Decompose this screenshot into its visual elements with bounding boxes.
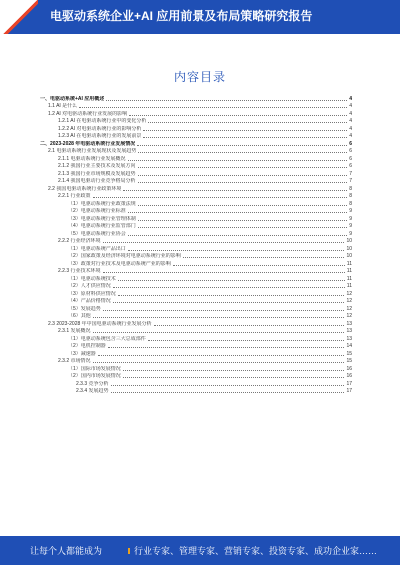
toc-leader-dots [138,166,348,168]
toc-page-number: 13 [346,335,352,342]
toc-entry[interactable] [28,94,352,102]
toc-entry-title: （2）国家政策及经济环境对电驱动系统行业的影响 [68,253,181,259]
toc-leader-dots [103,309,345,311]
toc-page-number: 9 [349,223,352,229]
toc-page-number: 7 [349,178,352,184]
toc-page-number: 9 [349,208,352,214]
toc-leader-dots [93,331,345,333]
toc-entry-title: 2.2.1 行业政策 [58,193,91,199]
toc-leader-dots [93,196,348,198]
toc-leader-dots [148,339,345,341]
toc-leader-dots [98,354,345,356]
toc-entry[interactable] [28,207,352,215]
toc-leader-dots [79,106,347,108]
toc-entry[interactable] [28,162,352,170]
toc-page-number: 6 [349,148,352,154]
toc-page-number: 13 [346,328,352,334]
toc-entry-title: 2.1.1 电驱动系统行业发展概况 [58,155,126,162]
toc-leader-dots [118,279,345,281]
toc-entry-title: （4）产品价格情况 [68,298,111,304]
toc-entry-title: （1）电驱动系统技术 [68,275,116,282]
toc-entry[interactable] [28,342,352,350]
toc-page-number: 4 [349,118,352,124]
toc-entry-title: 1.2.2 AI 对电驱动系统行业的影响分析 [58,125,142,132]
toc-entry[interactable] [28,139,352,147]
toc-entry[interactable] [28,184,352,192]
toc-entry[interactable] [28,379,352,387]
toc-page-number: 8 [349,200,352,207]
toc-entry[interactable] [28,102,352,110]
toc-leader-dots [93,316,345,318]
toc-entry-title: （3）电驱动系统行业管理体制 [68,215,136,222]
toc-page-number: 10 [346,253,352,259]
toc-leader-dots [128,234,347,236]
toc-leader-dots [103,271,345,273]
footer-slogan-right: 行业专家、管理专家、营销专家、投资专家、成功企业家…… [134,546,378,556]
toc-entry-title: 二、2023-2028 年电驱动系统行业发展情况 [40,140,136,147]
toc-leader-dots [138,204,347,206]
toc-page-number: 4 [349,133,352,139]
toc-leader-dots [129,114,347,116]
toc-entry-title: 2.3.1 发展概况 [58,328,91,334]
toc-page-number: 6 [349,163,352,169]
toc-entry[interactable] [28,282,352,290]
footer-divider [128,548,130,554]
toc-entry[interactable] [28,222,352,230]
toc-entry-title: （2）人才供应情况 [68,283,111,289]
toc-entry[interactable] [28,357,352,365]
toc-page-number: 17 [346,380,352,387]
toc-entry-title: 2.3.4 发展趋势 [76,388,109,394]
toc-entry[interactable] [28,327,352,335]
toc-page-number: 17 [346,388,352,394]
toc-entry[interactable] [28,304,352,312]
toc-entry[interactable] [28,312,352,320]
toc-entry-title: （2）电机控制器 [68,343,106,349]
toc-entry-title: （3）减速器 [68,350,96,357]
toc-entry-title: 2.3.2 市场情况 [58,358,91,364]
toc-page-number: 4 [349,110,352,117]
toc-page-number: 12 [346,290,352,297]
toc-entry-title: 1.1 AI 是什么 [48,103,78,109]
toc-page-number: 16 [346,373,352,379]
toc-leader-dots [123,376,345,378]
toc-leader-dots [138,181,348,183]
toc-entry-title: （6）其他 [68,313,91,319]
toc-heading: 内容目录 [173,70,226,84]
toc-page-number: 13 [346,320,352,327]
toc-page-number: 8 [349,193,352,199]
toc-entry[interactable] [28,237,352,245]
toc-page-number: 7 [349,170,352,177]
toc-entry-title: 1.2.1 AI 在电驱动系统行业中的变化分析 [58,118,147,124]
toc-page-number: 12 [346,305,352,312]
toc-entry[interactable] [28,244,352,252]
toc-entry[interactable] [28,297,352,305]
toc-page-number: 9 [349,215,352,222]
toc-entry[interactable] [28,319,352,327]
report-title: 电驱动系统企业+AI 应用前景及布局策略研究报告 [50,9,313,23]
toc-entry[interactable] [28,199,352,207]
toc-entry-title: （3）原材料供应情况 [68,290,116,297]
toc-entry-title: 1.2 AI 对电驱动系统行业发展的影响 [48,110,128,117]
toc-entry-title: 1.2.3 AI 在电驱动系统行业的发展前景 [58,133,142,139]
toc-entry-title: 2.1.2 我国行业主要技术及发展方向 [58,163,136,169]
toc-leader-dots [148,121,347,123]
toc-leader-dots [138,151,347,153]
toc-page-number: 11 [346,275,352,282]
toc-leader-dots [128,211,347,213]
toc-entry[interactable] [28,372,352,380]
toc-leader-dots [113,286,345,288]
toc-page-number: 8 [349,185,352,192]
toc-page-number: 10 [346,238,352,244]
toc-entry[interactable] [28,154,352,162]
toc-entry-title: （2）电驱动系统行业标准 [68,208,126,214]
toc-entry-title: 2.3 2023-2028 年中国电驱动系统行业发展分析 [48,320,152,327]
toc-entry[interactable] [28,124,352,132]
toc-page-number: 15 [346,350,352,357]
toc-page-number: 11 [346,260,352,267]
toc-leader-dots [128,249,345,251]
toc-leader-dots [123,369,345,371]
toc-leader-dots [111,391,345,393]
toc-page-number: 4 [349,103,352,109]
toc-leader-dots [138,226,347,228]
toc-leader-dots [143,136,347,138]
toc-entry[interactable] [28,214,352,222]
toc-entry-title: （1）电驱动系统包含三大总成部件 [68,335,146,342]
toc-page-number: 4 [349,95,352,102]
footer-slogan-left: 让每个人都能成为 [30,546,103,556]
toc-entry[interactable] [28,252,352,260]
toc-entry[interactable] [28,192,352,200]
toc-leader-dots [138,174,348,176]
toc-entry[interactable] [28,132,352,140]
toc-page-number: 9 [349,230,352,237]
toc-page-number: 4 [349,125,352,132]
toc-page-number: 12 [346,298,352,304]
toc-leader-dots [118,294,345,296]
toc-entry[interactable] [28,177,352,185]
toc-leader-dots [143,129,347,131]
page-header [0,0,400,34]
toc-page-number: 15 [346,358,352,364]
toc-entry-title: 2.1 电驱动系统行业发展现状及发展趋势 [48,148,137,154]
toc-entry-title: 2.3.3 竞争分析 [76,380,109,387]
toc-entry-title: （1）国际市场发展情况 [68,365,121,372]
toc-entry[interactable] [28,229,352,237]
toc-page-number: 16 [346,365,352,372]
toc-entry-title: （3）政策对行业技术及电驱动系统产业的影响 [68,260,171,267]
toc-entry-title: （5）发展趋势 [68,305,101,312]
toc-leader-dots [154,324,345,326]
toc-leader-dots [128,159,348,161]
toc-leader-dots [93,361,345,363]
toc-entry-title: （1）电驱动系统产品出口 [68,245,126,252]
toc-entry[interactable] [28,117,352,125]
toc-entry[interactable] [28,259,352,267]
toc-page-number: 14 [346,343,352,349]
toc-page-number: 6 [349,140,352,147]
toc-leader-dots [183,256,345,258]
toc-leader-dots [138,219,347,221]
toc-entry-title: 2.1.3 我国行业市场规模及发展趋势 [58,170,136,177]
toc-entry-title: 2.2 我国电驱动系统行业政策环境 [48,185,122,192]
toc-entry[interactable] [28,147,352,155]
toc-entry-title: （2）国内市场发展情况 [68,373,121,379]
toc-entry-title: （1）电驱动系统行业政策法规 [68,200,136,207]
toc-leader-dots [103,241,345,243]
toc-leader-dots [173,264,345,266]
toc-entry-title: 2.1.4 我国电驱动行业竞争格局分析 [58,178,136,184]
toc-leader-dots [108,346,345,348]
toc-page-number: 12 [346,313,352,319]
toc-leader-dots [123,189,347,191]
toc-page-number: 6 [349,155,352,162]
toc-entry[interactable] [28,387,352,395]
toc-page-number: 10 [346,245,352,252]
toc-entry[interactable] [28,274,352,282]
toc-entry[interactable] [28,289,352,297]
toc-entry[interactable] [28,349,352,357]
toc-entry-title: 一、电驱动系统+AI 应用概述 [40,95,105,102]
table-of-contents [28,94,352,394]
toc-entry[interactable] [28,364,352,372]
toc-leader-dots [137,144,347,146]
toc-entry[interactable] [28,267,352,275]
toc-entry-title: 2.2.2 行业经济环境 [58,238,101,244]
corner-logo-decoration [0,0,38,34]
toc-entry-title: （5）电驱动系统行业协会 [68,230,126,237]
toc-entry[interactable] [28,334,352,342]
toc-page-number: 11 [346,268,352,274]
toc-entry[interactable] [28,169,352,177]
page-footer [0,536,400,565]
toc-entry-title: 2.2.3 行业技术环境 [58,268,101,274]
toc-leader-dots [106,99,347,101]
toc-leader-dots [111,384,345,386]
toc-page-number: 11 [346,283,352,289]
toc-entry-title: （4）电驱动系统行业监管部门 [68,223,136,229]
toc-leader-dots [113,301,345,303]
toc-entry[interactable] [28,109,352,117]
